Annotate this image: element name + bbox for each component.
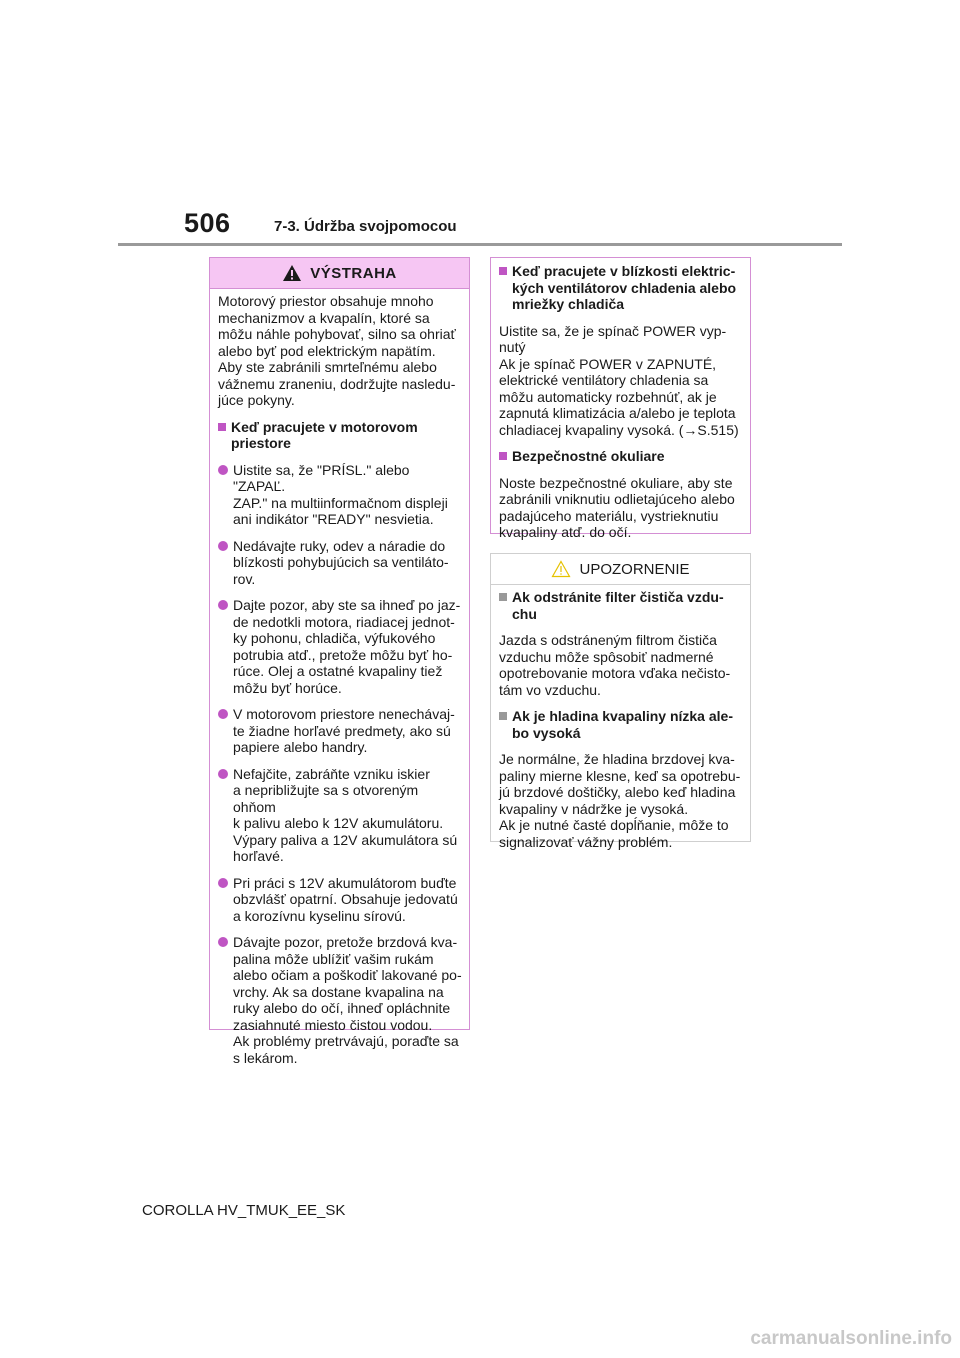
- notice-header: [491, 554, 750, 585]
- notice-box: [490, 553, 751, 850]
- warning-box: [209, 257, 470, 1066]
- warning-bullet: [218, 597, 463, 696]
- watermark: carmanualsonline.info: [750, 1328, 952, 1349]
- section-heading-text: Ak odstránite filter čističa vzdu- chu: [512, 589, 724, 622]
- bullet-text: V motorovom priestore nenechávaj- te žiadne horľavé predmety, ako sú papiere alebo handry.: [233, 706, 455, 755]
- square-bullet-icon: [499, 712, 507, 720]
- section-heading: [499, 263, 744, 313]
- bullet-text: Nedávajte ruky, odev a náradie do blízkosti pohybujúcich sa ventiláto- rov.: [233, 537, 449, 587]
- section-text: Uistite sa, že je spínač POWER vyp- nutý Ak je spínač POWER v ZAPNUTÉ, elektrické ventilátory chladenia sa môžu automaticky rozbehnúť, ak je zapnutá klimatizácia a/alebo je teplota chladiacej kvapaliny vysoká. (→S.515): [499, 322, 739, 438]
- round-bullet-icon: [218, 600, 228, 610]
- round-bullet-icon: [218, 878, 228, 888]
- warning-bullet: [218, 706, 463, 756]
- section-text: Je normálne, že hladina brzdovej kva- paliny mierne klesne, keď sa opotrebu- jú brzdové doštičky, alebo keď hladina kvapaliny v nádržke je vysoká. Ak je nutné časté dopĺňanie, môže to signalizovať vážny problém.: [499, 751, 741, 850]
- section-title: 7-3. Údržba svojpomocou: [274, 218, 457, 235]
- warning-subhead-text: Keď pracujete v motorovom priestore: [231, 418, 418, 451]
- section-heading: [499, 708, 744, 741]
- warning-intro: Motorový priestor obsahuje mnoho mechanizmov a kvapalín, ktoré sa môžu náhle pohybovať, silno sa ohriať alebo byť pod elektrickým napätím. Aby ste zabránili smrteľnému alebo vážnemu zraneniu, dodržujte nasledu- júce pokyny.: [218, 293, 456, 408]
- section-text: Noste bezpečnostné okuliare, aby ste zabránili vniknutiu odlietajúceho alebo padajúceho materiálu, vystrieknutiu kvapaliny atď. do očí.: [499, 474, 735, 540]
- section-heading-text: Ak je hladina kvapaliny nízka ale- bo vysoká: [512, 708, 733, 741]
- section-heading-text: Bezpečnostné okuliare: [512, 448, 665, 464]
- page-number: 506: [184, 208, 231, 238]
- caution-triangle-icon: [551, 560, 571, 578]
- section-heading: [499, 448, 744, 465]
- square-bullet-icon: [499, 452, 507, 460]
- warning-bullet: [218, 875, 463, 925]
- warning-continuation-box: [490, 257, 751, 540]
- square-bullet-icon: [218, 423, 226, 431]
- warning-bullet: [218, 462, 463, 528]
- warning-bullet: [218, 538, 463, 588]
- warning-subhead: [218, 419, 463, 452]
- section-heading: [499, 589, 744, 622]
- square-bullet-icon: [499, 267, 507, 275]
- section-text: Jazda s odstráneným filtrom čističa vzduchu môže spôsobiť nadmerné opotrebovanie motora vďaka nečisto- tám vo vzduchu.: [499, 632, 731, 698]
- section-heading-text: Keď pracujete v blízkosti elektric- kých ventilátorov chladenia alebo mriežky chladiča: [512, 263, 737, 312]
- notice-title: UPOZORNENIE: [579, 560, 690, 578]
- footer-model: COROLLA HV_TMUK_EE_SK: [142, 1202, 346, 1219]
- round-bullet-icon: [218, 465, 228, 475]
- warning-bullet: [218, 766, 463, 865]
- bullet-text: Pri práci s 12V akumulátorom buďte obzvlášť opatrní. Obsahuje jedovatú a korozívnu kyselinu sírovú.: [233, 874, 458, 924]
- round-bullet-icon: [218, 937, 228, 947]
- warning-header: [210, 258, 469, 289]
- bullet-text: Uistite sa, že "PRÍSL." alebo "ZAPAĽ. ZAP." na multiinformačnom displeji ani indikátor "READY" nesvietia.: [233, 461, 448, 527]
- bullet-text: Dávajte pozor, pretože brzdová kva- palina môže ublížiť vašim rukám alebo očiam a poškodiť lakované po- vrchy. Ak sa dostane kvapalina na ruky alebo do očí, ihneď opláchnite zasiahnuté miesto čistou vodou. Ak problémy pretrvávajú, poraďte sa s lekárom.: [233, 934, 462, 1066]
- square-bullet-icon: [499, 593, 507, 601]
- bullet-text: Dajte pozor, aby ste sa ihneď po jaz- de nedotkli motora, riadiacej jednot- ky pohonu, chladiča, výfukového potrubia atď., pretože môžu byť ho- rúce. Olej a ostatné kvapaliny tiež môžu byť horúce.: [233, 597, 461, 696]
- warning-bullet: [218, 934, 463, 1066]
- round-bullet-icon: [218, 709, 228, 719]
- round-bullet-icon: [218, 541, 228, 551]
- header-rule: [118, 243, 842, 246]
- warning-triangle-icon: [282, 264, 302, 282]
- warning-title: VÝSTRAHA: [310, 264, 397, 282]
- bullet-text: Nefajčite, zabráňte vzniku iskier a nepribližujte sa s otvoreným ohňom k palivu alebo k 12V akumulátoru. Výpary paliva a 12V akumulátora sú horľavé.: [233, 765, 458, 864]
- round-bullet-icon: [218, 769, 228, 779]
